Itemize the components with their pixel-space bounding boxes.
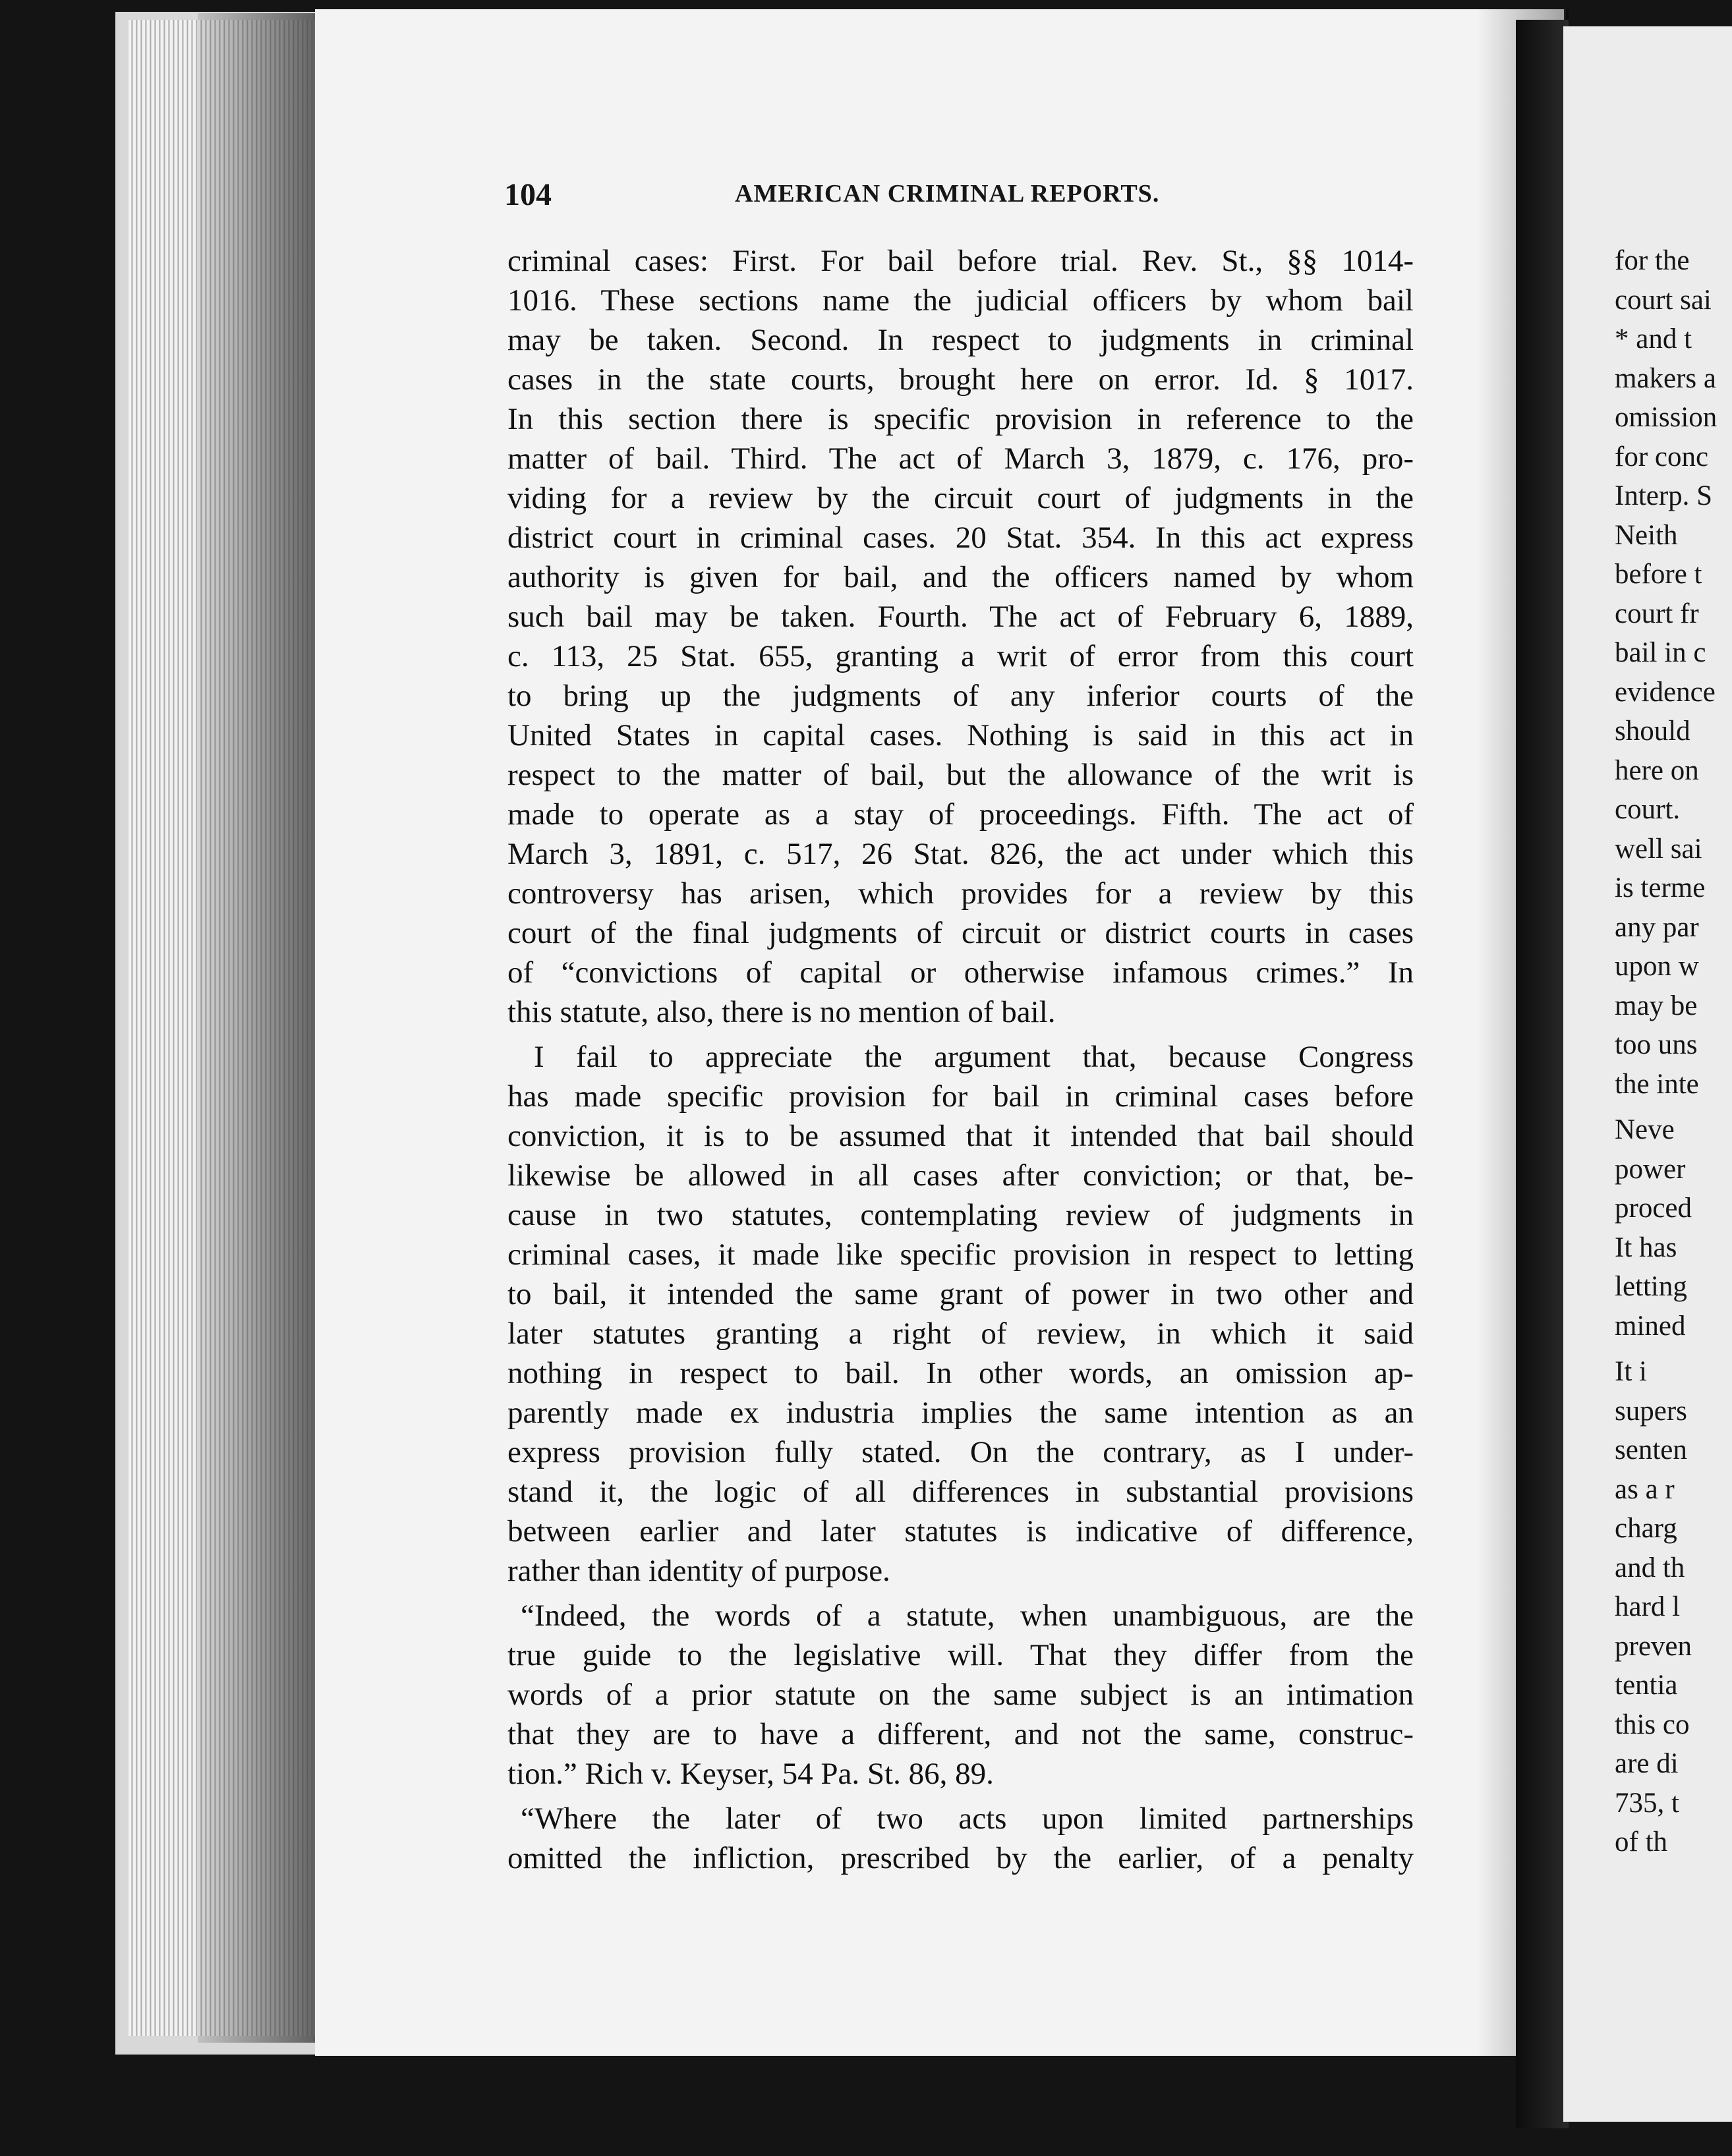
text-line: true guide to the legislative will. That they differ from the [507, 1638, 1414, 1672]
text-line: express provision fully stated. On the contrary, as I under- [507, 1435, 1414, 1469]
facing-line: court sai [1615, 284, 1712, 316]
facing-line: upon w [1615, 951, 1699, 982]
text-line: to bail, it intended the same grant of power in two other and [507, 1277, 1414, 1311]
text-line: matter of bail. Third. The act of March 3, 1879, c. 176, pro- [507, 441, 1414, 476]
running-head [504, 177, 1414, 223]
text-line: viding for a review by the circuit court of judgments in the [507, 481, 1414, 515]
facing-line: supers [1615, 1395, 1687, 1427]
facing-line: letting [1615, 1271, 1687, 1302]
text-line: parently made ex industria implies the same intention as an [507, 1396, 1414, 1430]
text-line: district court in criminal cases. 20 Stat. 354. In this act express [507, 521, 1414, 555]
text-line: criminal cases: First. For bail before trial. Rev. St., §§ 1014- [507, 244, 1414, 278]
facing-line: charg [1615, 1513, 1677, 1544]
text-line: later statutes granting a right of review, in which it said [507, 1317, 1414, 1351]
page-number: 104 [504, 177, 552, 212]
facing-line: It has [1615, 1232, 1677, 1263]
facing-line: * and t [1615, 324, 1692, 355]
body-text [507, 241, 1414, 1878]
text-line: I fail to appreciate the argument that, because Congress [534, 1040, 1414, 1074]
text-line: criminal cases, it made like specific provision in respect to letting [507, 1237, 1414, 1272]
facing-line: should [1615, 716, 1690, 747]
text-line: 1016. These sections name the judicial officers by whom bail [507, 283, 1414, 318]
facing-line: and th [1615, 1552, 1685, 1583]
text-line: to bring up the judgments of any inferior courts of the [507, 679, 1414, 713]
gutter-shadow [198, 13, 330, 2043]
facing-line: as a r [1615, 1473, 1675, 1505]
facing-line: makers a [1615, 362, 1717, 394]
text-line: “Where the later of two acts upon limited partnerships [521, 1801, 1414, 1836]
text-line: rather than identity of purpose. [507, 1554, 890, 1588]
paragraph [507, 1799, 1414, 1878]
text-line: March 3, 1891, c. 517, 26 Stat. 826, the act under which this [507, 837, 1414, 871]
text-line: respect to the matter of bail, but the allowance of the writ is [507, 758, 1414, 792]
text-line: that they are to have a different, and not the same, construc- [507, 1717, 1414, 1751]
text-line: tion.” Rich v. Keyser, 54 Pa. St. 86, 89. [507, 1757, 994, 1791]
facing-line: court fr [1615, 598, 1699, 629]
facing-line: omission [1615, 402, 1718, 433]
text-line: such bail may be taken. Fourth. The act of February 6, 1889, [507, 600, 1414, 634]
facing-line: well sai [1615, 833, 1702, 865]
text-line: controversy has arisen, which provides for a review by this [507, 876, 1414, 911]
facing-line: this co [1615, 1709, 1690, 1740]
facing-line: bail in c [1615, 637, 1706, 668]
text-line: has made specific provision for bail in criminal cases before [507, 1079, 1414, 1114]
facing-line: tentia [1615, 1670, 1678, 1701]
text-line: conviction, it is to be assumed that it intended that bail should [507, 1119, 1414, 1153]
facing-line: any par [1615, 911, 1699, 943]
text-line: United States in capital cases. Nothing is said in this act in [507, 718, 1414, 752]
facing-line: too uns [1615, 1029, 1698, 1060]
text-line: made to operate as a stay of proceedings. Fifth. The act of [507, 797, 1414, 832]
facing-line: is terme [1615, 872, 1706, 903]
facing-line: for the [1615, 245, 1690, 276]
facing-line: are di [1615, 1748, 1679, 1779]
text-line: between earlier and later statutes is indicative of difference, [507, 1514, 1414, 1548]
facing-line: Neve [1615, 1114, 1675, 1145]
text-line: nothing in respect to bail. In other words, an omission ap- [507, 1356, 1414, 1390]
facing-line: mined [1615, 1310, 1686, 1342]
facing-line: Interp. S [1615, 480, 1713, 511]
facing-line: proced [1615, 1193, 1692, 1224]
facing-line: for conc [1615, 441, 1709, 472]
text-line: words of a prior statute on the same subject is an intimation [507, 1678, 1414, 1712]
text-line: “Indeed, the words of a statute, when unambiguous, are the [521, 1599, 1414, 1633]
text-line: likewise be allowed in all cases after conviction; or that, be- [507, 1158, 1414, 1193]
facing-page-gutter [1516, 20, 1569, 2128]
facing-line: hard l [1615, 1591, 1681, 1622]
text-line: this statute, also, there is no mention of bail. [507, 995, 1056, 1029]
text-line: cases in the state courts, brought here on error. Id. § 1017. [507, 362, 1414, 397]
paragraph [507, 1037, 1414, 1591]
facing-line: here on [1615, 754, 1699, 786]
text-line: cause in two statutes, contemplating review of judgments in [507, 1198, 1414, 1232]
text-line: court of the final judgments of circuit or district courts in cases [507, 916, 1414, 950]
facing-line: before t [1615, 559, 1702, 590]
text-line: of “convictions of capital or otherwise infamous crimes.” In [507, 955, 1414, 990]
paragraph [507, 1596, 1414, 1794]
facing-line: power [1615, 1153, 1686, 1185]
facing-line: senten [1615, 1434, 1687, 1465]
facing-line: Neith [1615, 519, 1678, 551]
paragraph [507, 241, 1414, 1032]
facing-line: evidence [1615, 676, 1716, 708]
text-line: c. 113, 25 Stat. 655, granting a writ of error from this court [507, 639, 1414, 673]
facing-page-text [1615, 241, 1732, 1862]
text-line: may be taken. Second. In respect to judgments in criminal [507, 323, 1414, 357]
facing-line: the inte [1615, 1068, 1699, 1100]
facing-line: of th [1615, 1827, 1668, 1858]
facing-line: It i [1615, 1356, 1647, 1387]
text-line: stand it, the logic of all differences in substantial provisions [507, 1475, 1414, 1509]
facing-line: may be [1615, 990, 1698, 1021]
running-title: AMERICAN CRIMINAL REPORTS. [735, 180, 1160, 208]
text-line: In this section there is specific provision in reference to the [507, 402, 1414, 436]
facing-line: court. [1615, 794, 1681, 825]
text-line: omitted the infliction, prescribed by the earlier, of a penalty [507, 1841, 1414, 1875]
text-line: authority is given for bail, and the officers named by whom [507, 560, 1414, 594]
facing-line: 735, t [1615, 1787, 1679, 1819]
facing-line: preven [1615, 1630, 1692, 1662]
